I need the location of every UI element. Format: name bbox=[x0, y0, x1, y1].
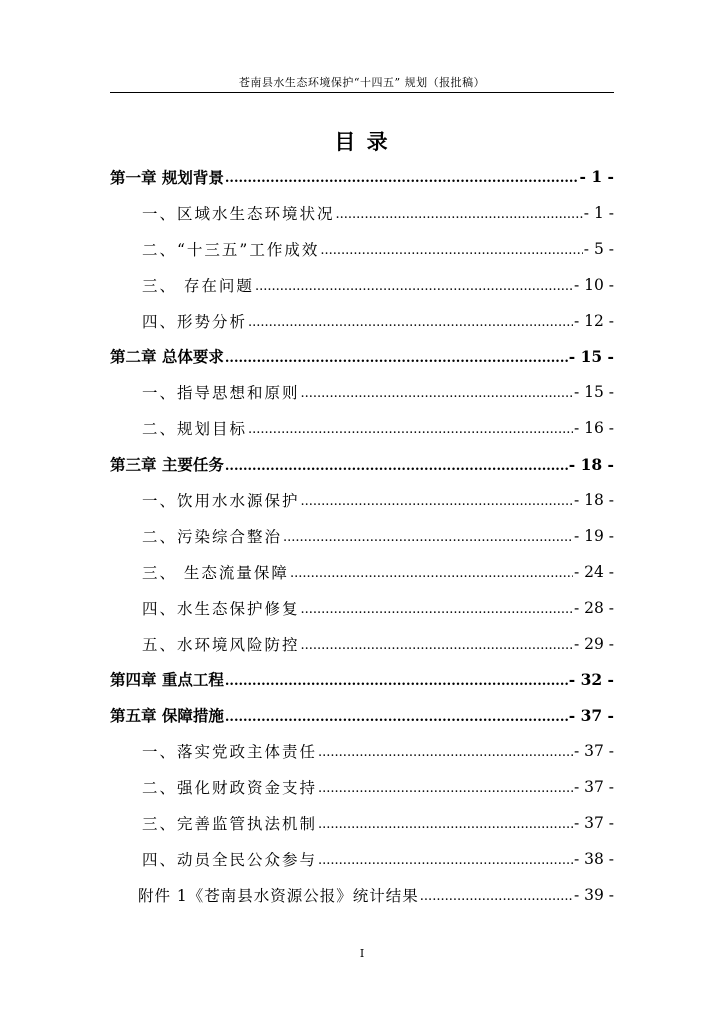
toc-entry-page-number: - 29 - bbox=[573, 634, 614, 653]
toc-entry-appendix[interactable] bbox=[110, 877, 614, 913]
toc-entry-page-number: - 15 - bbox=[573, 383, 614, 402]
toc-entry-page-number: - 37 - bbox=[573, 813, 614, 832]
toc-entry-page-number: - 32 - bbox=[568, 669, 614, 689]
toc-entry-section[interactable] bbox=[110, 805, 614, 841]
toc-title: 目 录 bbox=[334, 129, 390, 154]
toc-entry-title: 附件 1《苍南县水资源公报》统计结果 bbox=[138, 886, 419, 905]
dot-leader bbox=[320, 240, 582, 258]
toc-entry-page-number: - 16 - bbox=[573, 419, 614, 438]
toc-entry-page-number: - 38 - bbox=[573, 849, 614, 868]
dot-leader bbox=[301, 599, 573, 617]
toc-entry-title: 第二章 总体要求 bbox=[110, 347, 224, 367]
dot-leader bbox=[225, 167, 579, 186]
dot-leader bbox=[336, 204, 583, 222]
page-number: I bbox=[359, 947, 365, 960]
toc-entry-section[interactable] bbox=[110, 733, 614, 769]
toc-entry-section[interactable] bbox=[110, 626, 614, 662]
toc-entry-page-number: - 1 - bbox=[579, 167, 614, 187]
dot-leader bbox=[301, 491, 573, 509]
toc-entry-title: 一、指导思想和原则 bbox=[142, 384, 300, 403]
dot-leader bbox=[248, 312, 573, 330]
dot-leader bbox=[225, 706, 568, 725]
dot-leader bbox=[248, 419, 573, 437]
toc-entry-title: 四、动员全民公众参与 bbox=[142, 850, 318, 869]
toc-entry-title: 三、 存在问题 bbox=[142, 276, 254, 295]
running-header: 苍南县水生态环境保护“十四五” 规划（报批稿） bbox=[238, 76, 486, 89]
toc-entry-title: 第三章 主要任务 bbox=[110, 455, 224, 475]
toc-entry-section[interactable] bbox=[110, 769, 614, 805]
toc-entry-page-number: - 10 - bbox=[573, 275, 614, 294]
toc-entry-chapter[interactable] bbox=[110, 697, 614, 733]
dot-leader bbox=[290, 563, 573, 581]
toc-entry-title: 四、形势分析 bbox=[142, 312, 248, 331]
toc-entry-page-number: - 37 - bbox=[573, 742, 614, 761]
dot-leader bbox=[283, 527, 573, 545]
toc-entry-page-number: - 1 - bbox=[583, 203, 614, 222]
dot-leader bbox=[318, 814, 573, 832]
toc-entry-section[interactable] bbox=[110, 482, 614, 518]
toc-entry-chapter[interactable] bbox=[110, 159, 614, 195]
toc-entry-title: 三、 生态流量保障 bbox=[142, 563, 289, 582]
dot-leader bbox=[301, 635, 573, 653]
toc-entry-page-number: - 39 - bbox=[573, 885, 614, 904]
toc-entry-section[interactable] bbox=[110, 554, 614, 590]
dot-leader bbox=[318, 850, 573, 868]
toc-entry-title: 二、污染综合整治 bbox=[142, 527, 283, 546]
toc-entry-chapter[interactable] bbox=[110, 446, 614, 482]
toc-entry-section[interactable] bbox=[110, 590, 614, 626]
toc-entry-page-number: - 24 - bbox=[573, 562, 614, 581]
toc-entry-section[interactable] bbox=[110, 231, 614, 267]
toc-entry-page-number: - 15 - bbox=[568, 346, 614, 366]
toc-entry-title: 二、“十三五”工作成效 bbox=[142, 240, 320, 259]
toc-entry-title: 五、水环境风险防控 bbox=[142, 635, 300, 654]
header-rule bbox=[110, 92, 614, 93]
dot-leader bbox=[318, 778, 573, 796]
toc-entry-title: 一、落实党政主体责任 bbox=[142, 743, 318, 762]
dot-leader bbox=[301, 383, 573, 401]
toc-entry-title: 二、强化财政资金支持 bbox=[142, 779, 318, 798]
toc-entry-title: 三、完善监管执法机制 bbox=[142, 814, 318, 833]
toc-entry-page-number: - 28 - bbox=[573, 598, 614, 617]
dot-leader bbox=[420, 886, 573, 904]
toc-entry-section[interactable] bbox=[110, 267, 614, 303]
toc-entry-page-number: - 12 - bbox=[573, 311, 614, 330]
toc-entry-chapter[interactable] bbox=[110, 661, 614, 697]
toc-entry-page-number: - 37 - bbox=[573, 778, 614, 797]
toc-entry-section[interactable] bbox=[110, 841, 614, 877]
toc-entry-page-number: - 37 - bbox=[568, 705, 614, 725]
dot-leader bbox=[255, 276, 573, 294]
toc-entry-section[interactable] bbox=[110, 374, 614, 410]
toc-entry-page-number: - 19 - bbox=[573, 526, 614, 545]
toc-entry-section[interactable] bbox=[110, 195, 614, 231]
toc-entry-section[interactable] bbox=[110, 410, 614, 446]
dot-leader bbox=[225, 670, 568, 689]
toc-entry-title: 第一章 规划背景 bbox=[110, 167, 224, 187]
table-of-contents bbox=[110, 159, 614, 913]
toc-entry-title: 第四章 重点工程 bbox=[110, 670, 224, 690]
toc-entry-title: 四、水生态保护修复 bbox=[142, 599, 300, 618]
dot-leader bbox=[225, 347, 568, 366]
toc-entry-title: 一、饮用水水源保护 bbox=[142, 491, 300, 510]
dot-leader bbox=[225, 455, 568, 474]
toc-entry-page-number: - 18 - bbox=[573, 490, 614, 509]
dot-leader bbox=[318, 742, 573, 760]
toc-entry-section[interactable] bbox=[110, 518, 614, 554]
toc-entry-title: 一、区域水生态环境状况 bbox=[142, 204, 335, 223]
toc-entry-title: 第五章 保障措施 bbox=[110, 706, 224, 726]
toc-entry-chapter[interactable] bbox=[110, 338, 614, 374]
toc-entry-page-number: - 5 - bbox=[583, 239, 614, 258]
toc-entry-page-number: - 18 - bbox=[568, 454, 614, 474]
toc-entry-section[interactable] bbox=[110, 303, 614, 339]
toc-entry-title: 二、规划目标 bbox=[142, 420, 248, 439]
